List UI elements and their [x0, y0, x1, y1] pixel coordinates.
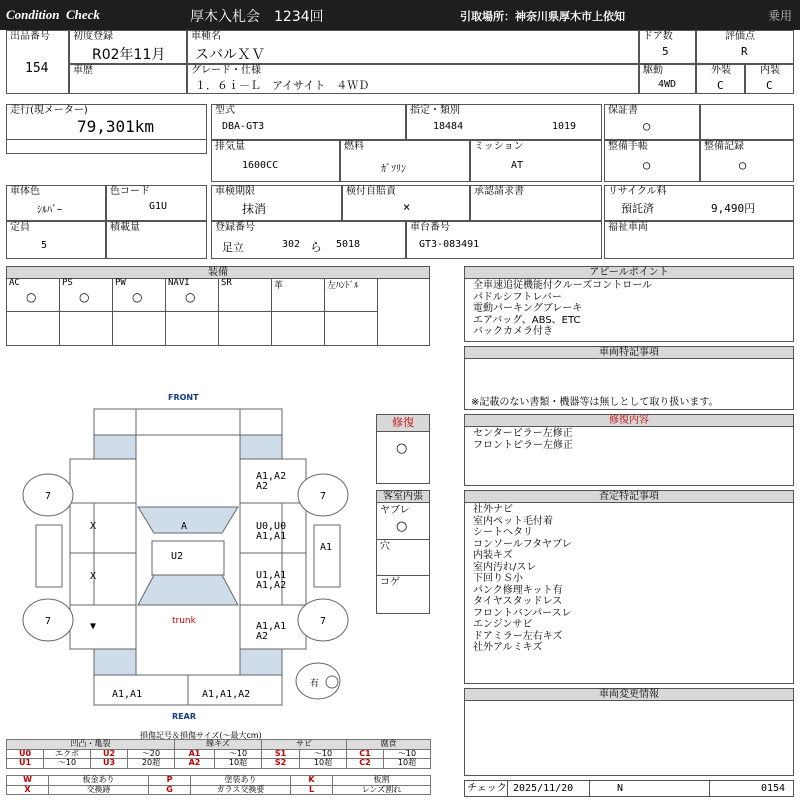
equipment-value: ○ — [26, 290, 37, 304]
lot-cell: 出品番号 154 — [6, 30, 69, 94]
right-front-door-mark-2: A1,A1 — [256, 531, 287, 542]
check-number: 0154 — [761, 783, 786, 794]
legend-cell: 交換跡 — [49, 785, 149, 795]
warranty-cell: 保証書 ○ — [604, 104, 700, 140]
left-quarter-mark: ▼ — [90, 621, 97, 632]
appeal-panel — [464, 266, 794, 342]
score: R — [741, 45, 748, 58]
interior-tear-value: ○ — [396, 519, 408, 534]
legend-cell: L — [291, 785, 333, 795]
mileage: 79,301km — [77, 117, 155, 136]
tire-front-left: 7 — [45, 491, 52, 502]
inspect-line: コンソールフタヤブレ — [473, 538, 572, 550]
repair-mini-box — [376, 414, 430, 484]
equipment-col-1 — [60, 278, 113, 345]
roof-mark: A — [181, 521, 188, 532]
repair-mini-value: ○ — [396, 441, 408, 456]
repair-panel — [464, 414, 794, 486]
color-code-cell: 色コード G1U — [106, 185, 207, 221]
car-name-cell: 車種名 スバルＸＶ — [187, 30, 639, 64]
pickup-location: 引取場所：神奈川県厚木市上依知 — [460, 10, 625, 23]
repair-title: 修復内容 — [465, 415, 793, 427]
rear-right-mark: A1,A1,A2 — [202, 689, 251, 700]
equipment-name: NAVI — [168, 278, 190, 288]
plate-cell: 登録番号 足立 302 ら 5018 — [211, 221, 406, 259]
equipment-col-2 — [113, 278, 166, 345]
appeal-line: 全車速追従機能付クルーズコントロール — [473, 280, 652, 291]
inspect-line: フロントバンパースレ — [473, 607, 572, 619]
left-front-door-mark: X — [90, 521, 97, 532]
appeal-line: 電動パーキングブレーキ — [473, 303, 583, 314]
repair-line: フロントピラー左修正 — [473, 439, 573, 451]
left-rear-door-mark: X — [90, 571, 97, 582]
mission-cell: ミッション AT — [470, 140, 602, 182]
legend-cell: K — [291, 776, 333, 786]
category-badge: 乗用 — [768, 9, 793, 23]
equipment-value: ○ — [79, 290, 90, 304]
legend-cell: S2 — [262, 759, 300, 769]
equipment-col-5 — [272, 278, 325, 345]
legend-cell: X — [7, 785, 49, 795]
right-quarter-mark: A1,A1 — [256, 621, 287, 632]
legend-cell: 塗装あり — [191, 776, 291, 786]
lot-number: 154 — [25, 61, 49, 76]
tire-front-right: 7 — [320, 491, 327, 502]
score-cell: 評価点 R — [696, 30, 794, 64]
legend-cell: レンズ割れ — [333, 785, 431, 795]
inspect-line: シートへタリ — [473, 527, 533, 538]
cabin-mark: U2 — [171, 551, 184, 562]
check-code: N — [617, 783, 624, 794]
legend-cell: U3 — [91, 759, 128, 769]
front-label: FRONT — [168, 393, 199, 402]
legend-cell: 20超 — [128, 759, 175, 769]
inspection-cell: 車検期限 抹消 — [211, 185, 342, 221]
check-footer: チェック 2025/11/20 N 0154 — [464, 780, 794, 797]
equipment-name: 左ﾊﾝﾄﾞﾙ — [327, 281, 359, 291]
damage-legend — [6, 739, 431, 769]
rear-label: REAR — [172, 712, 196, 721]
inspect-line: タイヤスタッドレス — [473, 596, 563, 607]
equipment-value: ○ — [132, 290, 143, 304]
right-fender-mark-2: A2 — [256, 481, 269, 492]
legend-cell: C2 — [347, 759, 384, 769]
rear-left-mark: A1,A1 — [112, 689, 143, 700]
inspect-line: 下回りＳ小 — [473, 573, 523, 584]
appeal-line: パドルシフトレバー — [473, 291, 562, 303]
tire-rear-right: 7 — [320, 616, 327, 627]
recycle-cell: リサイクル料 預託済 9,490円 — [604, 185, 794, 221]
inspection-notes-panel — [464, 490, 794, 684]
equipment-col-6 — [325, 278, 378, 345]
manual-cell: 整備手帳 ○ — [604, 140, 700, 182]
equipment-col-3 — [166, 278, 219, 345]
right-quarter-mark-2: A2 — [256, 631, 269, 642]
spare-tire-label: 有 — [310, 679, 320, 689]
load-cell: 積載量 — [106, 221, 207, 259]
legend-cell: A1 — [175, 749, 215, 759]
spec-cell: 指定・類別 18484 1019 — [406, 104, 602, 140]
right-sill-mark: A1 — [320, 542, 333, 553]
legend-cell: C1 — [347, 749, 384, 759]
first-reg-cell: 初度登録 R02年11月 — [69, 30, 187, 64]
legend-cell: G — [149, 785, 191, 795]
inspection-title: 査定特記事項 — [465, 491, 793, 503]
equipment-title: 装備 — [7, 267, 429, 279]
blank-cell — [700, 104, 794, 140]
special-note: ※記載のない書類・機器等は無しとして取り扱います。 — [471, 397, 719, 408]
equipment-name: PS — [62, 278, 73, 288]
equipment-divider — [272, 311, 324, 312]
equipment-divider — [219, 311, 271, 312]
legend-cell: ～10 — [300, 749, 347, 759]
check-date: 2025/11/20 — [513, 783, 574, 794]
displacement-cell: 排気量 1600CC — [211, 140, 340, 182]
appeal-line: バックカメラ付き — [473, 326, 553, 337]
inspect-line: ドアミラー左右キズ — [473, 630, 563, 642]
interior-box: 客室内張 ヤブレ ○ 穴 コゲ — [376, 490, 430, 614]
legend-group: 線キズ — [175, 740, 262, 750]
model-cell: 型式 DBA-GT3 — [211, 104, 406, 140]
repair-mini-title: 修復 — [377, 415, 429, 432]
grade-cell: グレード・仕様 １．６ｉ－Ｌ アイサイト ４ＷＤ — [187, 64, 639, 94]
legend-cell: ～10 — [384, 749, 431, 759]
right-front-door-mark: U0,U0 — [256, 521, 287, 532]
legend-cell: U0 — [7, 749, 44, 759]
auction-name: 厚木入札会 1234回 — [190, 9, 324, 25]
app-title: Condition Check — [6, 7, 100, 22]
legend-cell: ガラス交換要 — [191, 785, 291, 795]
legend-cell: ～10 — [215, 749, 262, 759]
right-rear-door-mark-2: A1,A2 — [256, 580, 287, 591]
equipment-table — [6, 266, 430, 346]
appeal-title: アピールポイント — [465, 267, 793, 279]
equipment-value: ○ — [185, 290, 196, 304]
car-name: スバルＸＶ — [195, 47, 265, 63]
legend-cell: W — [7, 776, 49, 786]
legend-group: 凹凸・亀裂 — [7, 740, 175, 750]
inspect-line: 室内ペット毛付着 — [473, 515, 553, 527]
special-notes-panel — [464, 346, 794, 410]
chassis-cell: 車台番号 GT3-083491 — [406, 221, 602, 259]
capacity-cell: 定員 5 — [6, 221, 106, 259]
inspect-line: 内装キズ — [473, 550, 513, 561]
repair-line: センターピラー左修正 — [473, 428, 573, 439]
appeal-line: エアバッグ、ABS、ETC — [473, 314, 581, 326]
interior-title: 客室内張 — [377, 491, 429, 503]
legend-cell: 10超 — [300, 759, 347, 769]
inspect-line: エンジンサビ — [473, 619, 533, 630]
damage-legend-2 — [6, 775, 431, 795]
change-title: 車両変更情報 — [465, 689, 793, 701]
insurance-cell: 検付自賠責 × — [342, 185, 470, 221]
exterior-cell: 外装 C — [696, 64, 745, 94]
right-rear-door-mark: U1,A1 — [256, 570, 287, 581]
title-bar — [0, 0, 165, 30]
doors-cell: ドア数 5 — [639, 30, 696, 64]
welfare-cell: 福祉車両 — [604, 221, 794, 259]
legend-group: サビ — [262, 740, 347, 750]
legend-cell: U1 — [7, 759, 44, 769]
legend-group: 腐食 — [347, 740, 431, 750]
legend-cell: S1 — [262, 749, 300, 759]
equipment-divider — [60, 311, 112, 312]
right-fender-mark: A1,A2 — [256, 471, 287, 482]
inspect-line: 社外ナビ — [473, 504, 513, 515]
tire-rear-left: 7 — [45, 616, 52, 627]
claim-cell: 承認請求書 — [470, 185, 602, 221]
legend-cell: 板金あり — [49, 776, 149, 786]
legend-cell: A2 — [175, 759, 215, 769]
equipment-name: SR — [221, 278, 232, 288]
mileage-cell: 走行(現メーター) 79,301km — [6, 104, 207, 154]
equipment-divider — [113, 311, 165, 312]
equipment-name: AC — [9, 278, 20, 288]
legend-cell: エクボ — [44, 749, 91, 759]
interior-cell: 内装 C — [745, 64, 794, 94]
fuel-cell: 燃料 ｶﾞｿﾘﾝ — [340, 140, 470, 182]
equipment-divider — [325, 311, 377, 312]
inspect-line: パンク修理キット有 — [473, 584, 563, 596]
equipment-divider — [7, 311, 59, 312]
special-title: 車両特記事項 — [465, 347, 793, 359]
legend-cell: 10超 — [215, 759, 262, 769]
history-cell: 車歴 — [69, 64, 187, 94]
equipment-name: PW — [115, 278, 126, 288]
grade: １．６ｉ－Ｌ アイサイト ４ＷＤ — [195, 79, 370, 92]
equipment-col-0 — [7, 278, 60, 345]
legend-cell: 10超 — [384, 759, 431, 769]
equipment-name: 革 — [274, 281, 284, 291]
body-color-cell: 車体色 ｼﾙﾊﾞｰ — [6, 185, 106, 221]
equipment-col-4 — [219, 278, 272, 345]
legend-cell: ～20 — [128, 749, 175, 759]
equipment-divider — [166, 311, 218, 312]
legend-title: 損傷記号＆損傷サイズ(～最大cm) — [140, 731, 262, 740]
legend-cell: 板割 — [333, 776, 431, 786]
inspect-line: 室内汚れ/スレ — [473, 561, 537, 573]
legend-cell: U2 — [91, 749, 128, 759]
first-reg: R02年11月 — [92, 47, 166, 63]
legend-cell: ～10 — [44, 759, 91, 769]
legend-cell: P — [149, 776, 191, 786]
record-cell: 整備記録 ○ — [700, 140, 794, 182]
trunk-label: trunk — [172, 616, 196, 626]
drive-cell: 駆動 4WD — [639, 64, 696, 94]
change-info-panel — [464, 688, 794, 776]
inspect-line: 社外アルミキズ — [473, 642, 543, 653]
